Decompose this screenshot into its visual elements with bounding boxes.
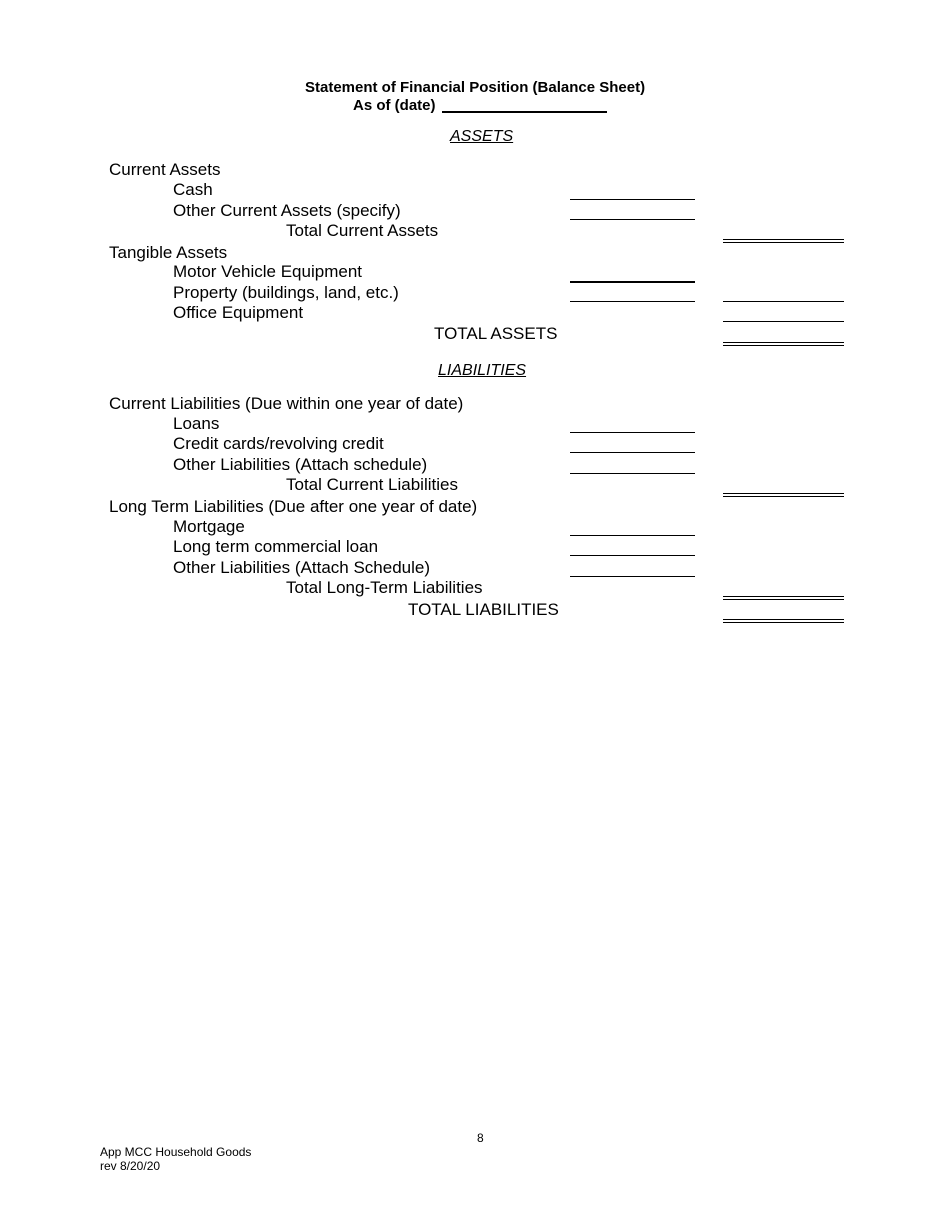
total-current-liabilities-label: Total Current Liabilities bbox=[286, 475, 458, 494]
loans-label: Loans bbox=[173, 414, 220, 433]
credit-cards-label: Credit cards/revolving credit bbox=[173, 434, 384, 453]
cash-label: Cash bbox=[173, 180, 213, 199]
other-liabilities-current-label: Other Liabilities (Attach schedule) bbox=[173, 455, 428, 474]
total-assets-label: TOTAL ASSETS bbox=[434, 324, 558, 343]
mortgage-field[interactable] bbox=[570, 535, 695, 536]
assets-heading: ASSETS bbox=[450, 128, 514, 145]
commercial-loan-label: Long term commercial loan bbox=[173, 537, 379, 556]
tangible-subtotal-field[interactable] bbox=[723, 301, 844, 302]
current-assets-label: Current Assets bbox=[109, 160, 221, 179]
commercial-loan-field[interactable] bbox=[570, 555, 695, 556]
cash-field[interactable] bbox=[570, 199, 695, 200]
other-liabilities-long-term-field[interactable] bbox=[570, 576, 695, 577]
loans-field[interactable] bbox=[570, 432, 695, 433]
total-assets-field[interactable] bbox=[723, 342, 844, 346]
total-long-term-liabilities-field[interactable] bbox=[723, 596, 844, 600]
other-current-assets-label: Other Current Assets (specify) bbox=[173, 201, 401, 220]
other-liabilities-current-field[interactable] bbox=[570, 473, 695, 474]
total-liabilities-label: TOTAL LIABILITIES bbox=[408, 600, 559, 619]
total-current-liabilities-field[interactable] bbox=[723, 493, 844, 497]
office-equipment-label: Office Equipment bbox=[173, 303, 304, 322]
total-liabilities-field[interactable] bbox=[723, 619, 844, 623]
property-label: Property (buildings, land, etc.) bbox=[173, 283, 399, 302]
mortgage-label: Mortgage bbox=[173, 517, 245, 536]
office-equipment-field[interactable] bbox=[723, 321, 844, 322]
tangible-assets-label: Tangible Assets bbox=[109, 243, 228, 262]
as-of-date-label: As of (date) bbox=[353, 97, 436, 114]
long-term-liabilities-label: Long Term Liabilities (Due after one year of date) bbox=[109, 497, 478, 516]
page-title: Statement of Financial Position (Balance Sheet) bbox=[305, 79, 646, 96]
current-liabilities-label: Current Liabilities (Due within one year of date) bbox=[109, 394, 464, 413]
motor-vehicle-label: Motor Vehicle Equipment bbox=[173, 262, 362, 281]
credit-cards-field[interactable] bbox=[570, 452, 695, 453]
other-current-assets-field[interactable] bbox=[570, 219, 695, 220]
liabilities-heading: LIABILITIES bbox=[438, 362, 527, 379]
total-long-term-liabilities-label: Total Long-Term Liabilities bbox=[286, 578, 483, 597]
total-current-assets-label: Total Current Assets bbox=[286, 221, 439, 240]
page-number: 8 bbox=[477, 1131, 484, 1145]
motor-vehicle-field[interactable] bbox=[570, 281, 695, 283]
total-current-assets-field[interactable] bbox=[723, 239, 844, 243]
footer-revision: rev 8/20/20 bbox=[100, 1159, 161, 1173]
as-of-date-field[interactable] bbox=[442, 111, 607, 113]
footer-doc-name: App MCC Household Goods bbox=[100, 1145, 252, 1159]
property-field[interactable] bbox=[570, 301, 695, 302]
other-liabilities-long-term-label: Other Liabilities (Attach Schedule) bbox=[173, 558, 431, 577]
